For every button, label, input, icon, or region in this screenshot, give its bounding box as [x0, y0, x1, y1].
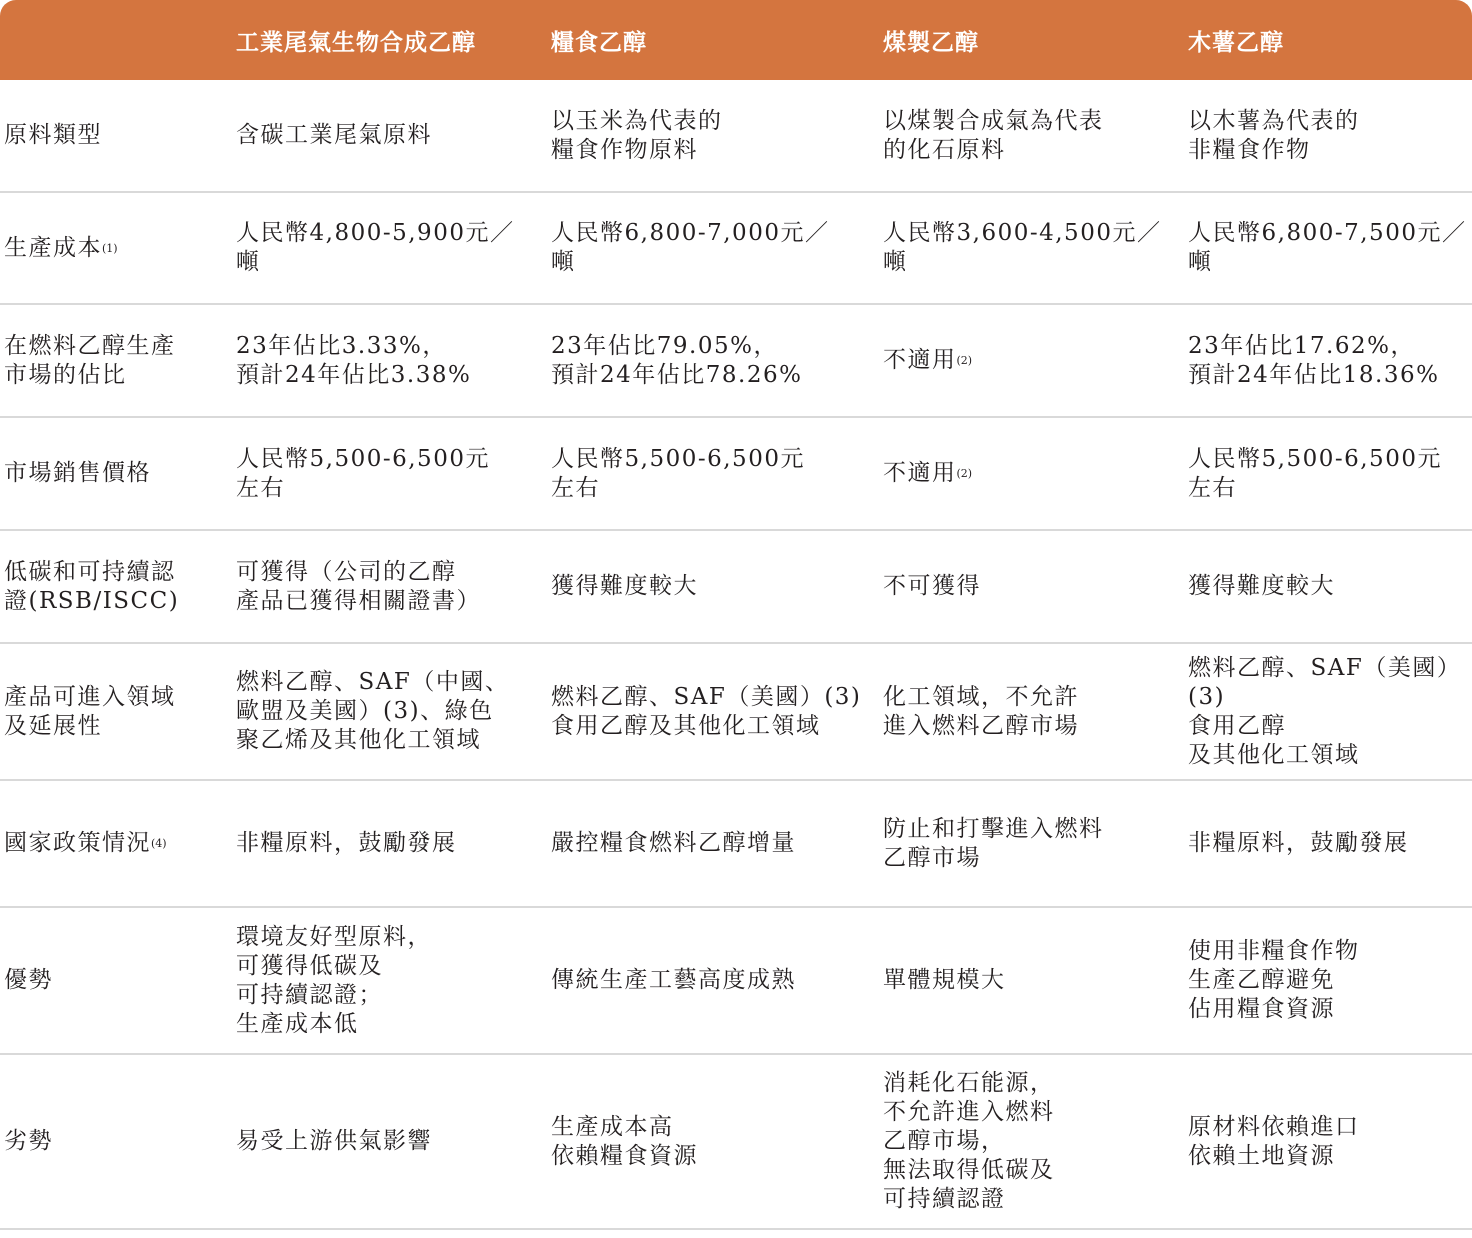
table-row-raw-material [0, 80, 1472, 193]
cell-grain: 燃料乙醇、SAF（美國）(3) 食用乙醇及其他化工領域 [551, 683, 862, 739]
header-industrial-tail-gas: 工業尾氣生物合成乙醇 [236, 28, 476, 56]
table-row-production-cost [0, 193, 1472, 305]
cell-cassava: 原材料依賴進口 依賴土地資源 [1188, 1113, 1360, 1169]
footnote-ref: (2) [956, 467, 973, 480]
cell-coal: 以煤製合成氣為代表 的化石原料 [883, 107, 1104, 163]
header-coal-ethanol: 煤製乙醇 [883, 28, 979, 56]
row-label-text: 生產成本 [4, 234, 102, 261]
cell-coal [883, 418, 1173, 529]
cell-text: 不適用 [883, 460, 957, 486]
table-header [0, 0, 1472, 80]
footnote-ref: (4) [151, 837, 167, 850]
cell-grain: 人民幣5,500-6,500元 左右 [551, 445, 805, 501]
header-cassava-ethanol: 木薯乙醇 [1188, 28, 1284, 56]
table-row-policy [0, 781, 1472, 908]
cell-industrial: 可獲得（公司的乙醇 產品已獲得相關證書） [236, 558, 481, 614]
cell-industrial: 含碳工業尾氣原料 [236, 122, 432, 148]
row-label: 市場銷售價格 [4, 460, 151, 486]
cell-grain: 23年佔比79.05%， 預計24年佔比78.26% [551, 332, 803, 388]
table-row-advantages [0, 908, 1472, 1055]
cell-industrial: 燃料乙醇、SAF（中國、 歐盟及美國）(3)、綠色 聚乙烯及其他化工領域 [236, 669, 510, 753]
row-label: 產品可進入領域 及延展性 [4, 683, 176, 739]
cell-grain: 獲得難度較大 [551, 573, 698, 599]
cell-cassava: 獲得難度較大 [1188, 573, 1335, 599]
cell-coal: 化工領域，不允許 進入燃料乙醇市場 [883, 683, 1079, 739]
cell-grain: 以玉米為代表的 糧食作物原料 [551, 107, 723, 163]
cell-coal: 不可獲得 [883, 573, 981, 599]
footnote-ref: (2) [956, 354, 973, 367]
cell-grain: 人民幣6,800-7,000元／ 噸 [551, 220, 830, 275]
table-row-market-share [0, 305, 1472, 418]
cell-grain: 傳統生產工藝高度成熟 [551, 967, 796, 993]
cell-grain: 嚴控糧食燃料乙醇增量 [551, 830, 796, 856]
cell-coal [883, 305, 1173, 416]
cell-coal: 人民幣3,600-4,500元／ 噸 [883, 220, 1162, 275]
table-row-certification [0, 531, 1472, 644]
cell-cassava: 人民幣6,800-7,500元／ 噸 [1188, 220, 1467, 275]
row-label: 低碳和可持續認 證(RSB/ISCC) [4, 558, 180, 614]
cell-industrial: 人民幣4,800-5,900元／ 噸 [236, 220, 515, 275]
row-label [4, 193, 219, 303]
cell-text: 不適用 [883, 347, 957, 373]
cell-coal: 單體規模大 [883, 967, 1006, 993]
cell-cassava: 使用非糧食作物 生產乙醇避免 佔用糧食資源 [1188, 938, 1360, 1022]
row-label: 優勢 [4, 967, 53, 993]
cell-industrial: 環境友好型原料， 可獲得低碳及 可持續認證； 生產成本低 [236, 923, 432, 1037]
row-label-text: 國家政策情況 [4, 830, 151, 856]
cell-industrial: 人民幣5,500-6,500元 左右 [236, 445, 490, 501]
table-row-disadvantages [0, 1055, 1472, 1230]
row-label: 在燃料乙醇生產 市場的佔比 [4, 332, 176, 388]
cell-cassava: 非糧原料，鼓勵發展 [1188, 830, 1409, 856]
header-grain-ethanol: 糧食乙醇 [551, 28, 647, 56]
cell-cassava: 23年佔比17.62%， 預計24年佔比18.36% [1188, 332, 1440, 388]
cell-cassava: 人民幣5,500-6,500元 左右 [1188, 445, 1442, 501]
cell-grain: 生產成本高 依賴糧食資源 [551, 1113, 698, 1169]
cell-industrial: 23年佔比3.33%， 預計24年佔比3.38% [236, 332, 472, 388]
cell-industrial: 易受上游供氣影響 [236, 1128, 432, 1154]
table-row-market-price [0, 418, 1472, 531]
cell-coal: 消耗化石能源， 不允許進入燃料 乙醇市場， 無法取得低碳及 可持續認證 [883, 1070, 1055, 1212]
table-row-application-fields [0, 644, 1472, 781]
cell-coal: 防止和打擊進入燃料 乙醇市場 [883, 815, 1104, 871]
cell-industrial: 非糧原料，鼓勵發展 [236, 830, 457, 856]
cell-cassava: 燃料乙醇、SAF（美國）(3) 食用乙醇 及其他化工領域 [1188, 654, 1462, 768]
row-label: 劣勢 [4, 1128, 53, 1154]
footnote-ref: (1) [102, 241, 118, 255]
row-label: 原料類型 [4, 122, 102, 148]
cell-cassava: 以木薯為代表的 非糧食作物 [1188, 107, 1360, 163]
row-label [4, 781, 219, 906]
